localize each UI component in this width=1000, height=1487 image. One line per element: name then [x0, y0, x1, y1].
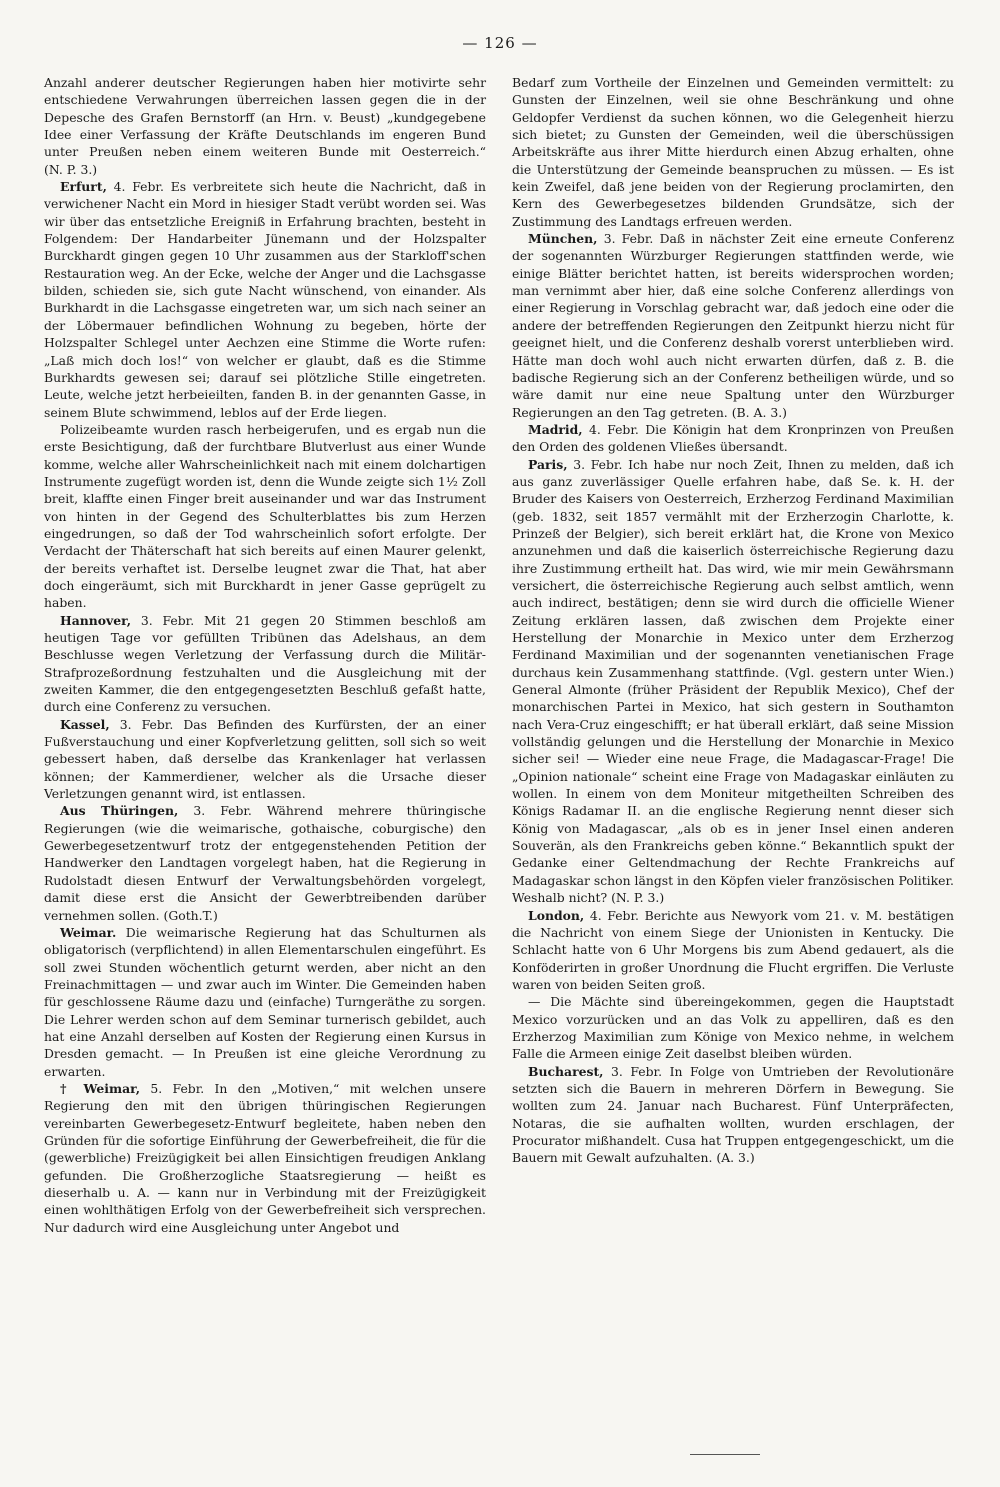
article — [44, 1080, 486, 1236]
article — [512, 456, 954, 907]
article-text: Es verbreitete sich heute die Nachricht, daß in verwichener Nacht ein Mord in hiesiger Stadt verübt worden sei. Was wir über das entsetzliche Ereigniß in Erfahrung brachten, besteht in Folgendem: Der Handarbeiter Jünemann und der Holzspalter Burckhardt gingen gegen 10 Uhr zusammen aus der Starkloff'schen Restauration weg. An der Ecke, welche der Anger und die Lachsgasse bilden, schieden sie, sich gute Nacht wünschend, von einander. Als Burkhardt in die Lachsgasse eingetreten war, um sich nach seiner an der Löbermauer befindlichen Wohnung zu begeben, hörte der Holzspalter Schlegel unter Aechzen eine Stimme die Worte rufen: „Laß mich doch los!“ von welcher er glaubt, daß es die Stimme Burkhardts gewesen sei; darauf sei plötzliche Stille eingetreten. Leute, welche jetzt herbeieilten, fanden B. in der genannten Gasse, in seinem Blute schwimmend, leblos auf der Erde liegen. — [44, 179, 486, 420]
section-divider — [690, 1454, 760, 1455]
article-date: 3. Febr. — [573, 456, 623, 472]
right-column — [512, 74, 954, 1167]
article — [44, 716, 486, 803]
page-number: — 126 — — [462, 34, 538, 52]
article-source: (B. A. 3.) — [731, 404, 787, 420]
article-date: 5. Febr. — [150, 1080, 205, 1096]
article — [44, 802, 486, 923]
article-text: Das Befinden des Kurfürsten, der an einer Fußverstauchung und einer Kopfverletzung gelitten, soll sich so weit gebessert haben, daß derselbe das Krankenlager hat verlassen können; der Kammerdiener, welcher als die Ursache dieser Verletzungen genannt wird, ist entlassen. — [44, 716, 486, 802]
article-dateline: Paris, — [528, 456, 568, 472]
article-date: 4. Febr. — [113, 179, 164, 195]
article-text: Bedarf zum Vortheile der Einzelnen und Gemeinden vermittelt: zu Gunsten der Einzelnen, weil sie ohne Beschränkung und ohne Geldopfer Verdienst da suchen können, wo die Gelegenheit hierzu sich bietet; zu Gunsten der Gemeinden, weil die überschüssigen Arbeitskräfte aus ihrer Mitte hierdurch einen Abzug erhalten, ohne die Unterstützung der Gemeinde beanspruchen zu müssen. — Es ist kein Zweifel, daß jene beiden von der Regierung proclamirten, den Kern des Gewerbegesetzes bildenden Grundsätze, sich der Zustimmung des Landtags erfreuen werden. — [512, 75, 954, 229]
article-date: 3. Febr. — [611, 1063, 663, 1079]
article-dateline: † Weimar, — [60, 1080, 141, 1096]
article-dateline: Kassel, — [60, 716, 110, 732]
article — [512, 993, 954, 1062]
article-text: Während mehrere thüringische Regierungen (wie die weimarische, gothaische, coburgische) den Gewerbegesetzentwurf trotz der entgegenstehenden Petition der Handwerker den Landtagen vorgelegt haben, hat die Regierung in Rudolstadt diesen Entwurf der Verwaltungsbehörden vorgelegt, damit diese erst die Ansicht der Gewerbtreibenden darüber vernehmen sollen. — [44, 803, 486, 923]
left-column — [44, 74, 486, 1236]
article-text: Daß in nächster Zeit eine erneute Conferenz der sogenannten Würzburger Regierungen stattfinden werde, wie einige Blätter berichtet hatten, ist bereits widersprochen worden; man vernimmt aber hier, daß eine solche Conferenz allerdings von einer Regierung in Vorschlag gebracht war, daß jedoch eine oder die andere der betreffenden Regierungen den Zeitpunkt hierzu nicht für geeignet hielt, und die Conferenz deshalb vorerst unterblieben wird. Hätte man doch wohl auch nicht erwarten dürfen, daß z. B. die badische Regierung sich an der Conferenz betheiligen würde, und so wäre damit nur eine neue Spaltung unter den Würzburger Regierungen an den Tag getreten. — [512, 231, 954, 420]
article-date: 3. Febr. — [603, 231, 654, 247]
article-text: Die Königin hat dem Kronprinzen von Preußen den Orden des goldenen Vließes übersandt. — [512, 421, 954, 455]
article — [44, 612, 486, 716]
article-dateline: London, — [528, 907, 585, 923]
article — [512, 421, 954, 456]
article-date: 4. Febr. — [589, 907, 639, 923]
article-text: In den „Motiven,“ mit welchen unsere Regierung den mit den übrigen thüringischen Regierungen vereinbarten Gewerbegesetz-Entwurf begleitete, haben neben den Gründen für die sofortige Einführung der Gewerbefreiheit, die für die (gewerbliche) Freizügigkeit bei allen Einsichtigen freudigen Anklang gefunden. Die Großherzogliche Staatsregierung — heißt es dieserhalb u. A. — kann nur in Verbindung mit der Freizügigkeit einen wohlthätigen Erfolg von der Gewerbefreiheit sich versprechen. Nur dadurch wird eine Ausgleichung unter Angebot und — [44, 1080, 486, 1235]
article-date: 4. Febr. — [588, 421, 639, 437]
article — [44, 74, 486, 178]
article-dateline: Madrid, — [528, 421, 583, 437]
article — [44, 924, 486, 1080]
article-dateline: Hannover, — [60, 612, 132, 628]
article-source: (A. 3.) — [716, 1150, 755, 1166]
article-source: (N. P. 3.) — [611, 890, 665, 906]
article — [44, 421, 486, 612]
article-text: — Die Mächte sind übereingekommen, gegen die Hauptstadt Mexico vorzurücken und an das Volk zu appelliren, daß es den Erzherzog Maximilian zum Könige von Mexico nehme, in welchem Falle die Armeen einige Zeit daselbst bleiben würden. — [512, 994, 954, 1062]
article — [512, 1063, 954, 1167]
article-text: Ich habe nur noch Zeit, Ihnen zu melden, daß ich aus ganz zuverlässiger Quelle erfahren habe, daß Se. k. H. der Bruder des Kaisers von Oesterreich, Erzherzog Ferdinand Maximilian (geb. 1832, seit 1857 vermählt mit der Erzherzogin Charlotte, k. Prinzeß der Belgier), sich bereit erklärt hat, die Krone von Mexico anzunehmen und daß die kaiserlich österreichische Regierung dazu ihre Zustimmung ertheilt hat. Das wird, wie mir mein Gewährsmann versichert, die österreichische Regierung auch selbst amtlich, wenn auch indirect, bestätigen; denn sie wird durch die officielle Wiener Zeitung erklären lassen, daß zwischen dem Projekte einer Herstellung der Monarchie in Mexico unter dem Erzherzog Ferdinand Maximilian und der sogenannten venetianischen Frage durchaus kein Zusammenhang stattfinde. (Vgl. gestern unter Wien.) General Almonte (früher Präsident der Republik Mexico), Chef der monarchischen Partei in Mexico, hat sich gestern in Southamton nach Vera-Cruz eingeschifft; er hat überall erklärt, daß seine Mission vollständig gelungen und die Herstellung der Monarchie in Mexico sicher sei! — Wieder eine neue Frage, die Madagascar-Frage! Die „Opinion nationale“ scheint eine Frage von Madagaskar einläuten zu wollen. In einem von dem Moniteur mitgetheilten Schreiben des Königs Radamar II. an die englische Regierung nennt dieser sich König von Madagascar, „als ob es in jener Insel einen anderen Souverän, als den Frankreichs geben könne.“ Bekanntlich spukt der Gedanke einer Geltendmachung der Rechte Frankreichs auf Madagaskar schon längst in den Köpfen vieler französischen Politiker. Weshalb nicht? — [512, 456, 954, 906]
article-dateline: Weimar. — [60, 924, 117, 940]
article-dateline: München, — [528, 231, 598, 247]
article-dateline: Bucharest, — [528, 1063, 604, 1079]
article — [44, 178, 486, 421]
article-text: Die weimarische Regierung hat das Schulturnen als obligatorisch (verpflichtend) in allen Elementarschulen eingeführt. Es soll zwei Stunden wöchentlich geturnt werden, aber nicht an den Freinachmittagen — und zwar auch im Winter. Die Gemeinden haben für geschlossene Räume dazu und (einfache) Turngeräthe zu sorgen. Die Lehrer werden schon auf dem Seminar turnerisch gebildet, auch hat eine Anzahl derselben auf Kosten der Regierung einen Kursus in Dresden gemacht. — In Preußen ist eine gleiche Verordnung zu erwarten. — [44, 924, 486, 1079]
article-date: 3. Febr. — [193, 803, 252, 819]
article-dateline: Erfurt, — [60, 179, 107, 195]
article — [512, 230, 954, 421]
article-text: In Folge von Umtrieben der Revolutionäre setzten sich die Bauern in mehreren Dörfern in Bewegung. Sie wollten zum 24. Januar nach Bucharest. Fünf Unterpräfecten, Notaras, die sie aufhalten wollten, wurden erschlagen, der Procurator mißhandelt. Cusa hat Truppen entgegengeschickt, um die Bauern mit Gewalt aufzuhalten. — [512, 1063, 954, 1166]
article-date: 3. Febr. — [119, 716, 174, 732]
article-dateline: Aus Thüringen, — [60, 803, 179, 819]
article-date: 3. Febr. — [140, 612, 195, 628]
article-text: Mit 21 gegen 20 Stimmen beschloß am heutigen Tage vor gefüllten Tribünen das Adelshaus, an dem Beschlusse wegen Verletzung der Verfassung durch die Militär-Strafprozeßordnung festzuhalten und die Ausgleichung mit der zweiten Kammer, die den entgegengesetzten Beschluß gefaßt hatte, durch eine Conferenz zu versuchen. — [44, 612, 486, 715]
article — [512, 907, 954, 994]
article-text: Berichte aus Newyork vom 21. v. M. bestätigen die Nachricht von einem Siege der Unionisten in Kentucky. Die Schlacht hatte von 6 Uhr Morgens bis zum Abend gedauert, als die Konföderirten in großer Unordnung die Flucht ergriffen. Die Verluste waren von beiden Seiten groß. — [512, 907, 954, 992]
article-source: (N. P. 3.) — [44, 161, 98, 177]
article-source: (Goth.T.) — [163, 907, 218, 923]
article-text: Polizeibeamte wurden rasch herbeigerufen, und es ergab nun die erste Besichtigung, daß der furchtbare Blutverlust aus einer Wunde komme, welche aller Wahrscheinlichkeit nach mit einem dolchartigen Instrumente zugefügt worden ist, denn die Wunde zeigte sich 1½ Zoll breit, klaffte einen Finger breit auseinander und war das Instrument von hinten in der Gegend des Schulterblattes bis zum Herzen eingedrungen, so daß der Tod wahrscheinlich sofort erfolgte. Der Verdacht der Thäterschaft hat sich bereits auf einen Maurer gelenkt, der bereits verhaftet ist. Derselbe leugnet zwar die That, hat aber doch eingeräumt, sich mit Burckhardt in jener Gasse geprügelt zu haben. — [44, 421, 486, 611]
article — [512, 74, 954, 230]
article-text: Anzahl anderer deutscher Regierungen haben hier motivirte sehr entschiedene Verwahrungen überreichen lassen gegen die in der Depesche des Grafen Bernstorff (an Hrn. v. Beust) „kundgegebene Idee einer Verfassung der Kräfte Deutschlands im engeren Bund unter Preußen neben einem weiteren Bunde mit Oesterreich.“ — [44, 75, 486, 160]
